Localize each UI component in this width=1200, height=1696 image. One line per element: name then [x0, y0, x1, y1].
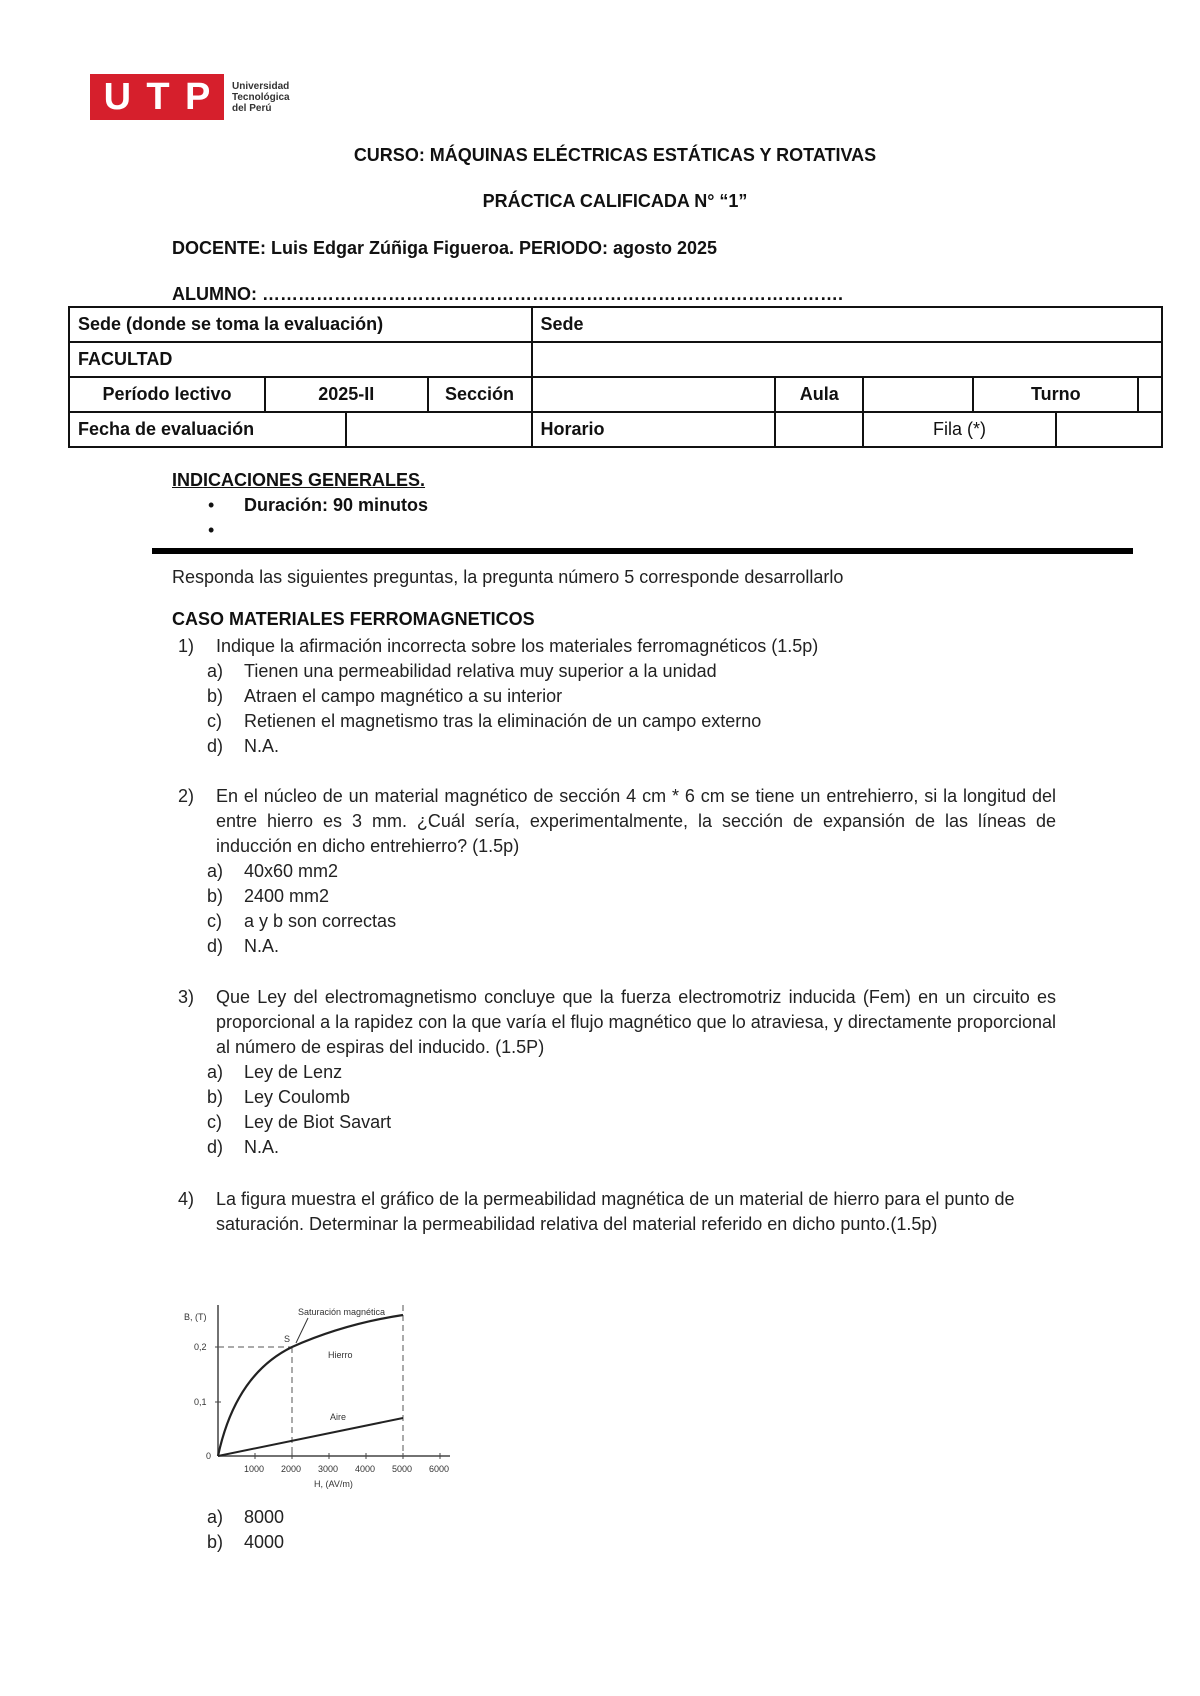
option-text[interactable]: Ley Coulomb	[244, 1087, 351, 1107]
facultad-label: FACULTAD	[69, 342, 532, 377]
y-tick-label: 0,1	[194, 1397, 207, 1407]
option-text[interactable]: N.A.	[244, 1137, 280, 1157]
periodo-label: Período lectivo	[69, 377, 265, 412]
question-number: 4)	[178, 1189, 195, 1209]
horario-label: Horario	[532, 412, 776, 447]
option-text[interactable]: 4000	[244, 1532, 285, 1552]
x-tick-label: 2000	[281, 1464, 302, 1474]
question-text: La figura muestra el gráfico de la permeabilidad magnética de un material de hierro para el punto de saturación. Determinar la permeabilidad relativa del material referido en dicho punto.(1.5p)	[216, 1189, 1015, 1234]
seccion-label: Sección	[428, 377, 532, 412]
option-text[interactable]: Ley de Lenz	[244, 1062, 343, 1082]
logo-text-line: Universidad	[232, 80, 290, 92]
bullet-icon: •	[208, 520, 215, 540]
option-letter: d)	[207, 936, 224, 956]
fila-value[interactable]	[1056, 412, 1162, 447]
indications-heading: INDICACIONES GENERALES.	[172, 470, 426, 490]
logo-mark	[90, 74, 224, 120]
question-3	[0, 985, 1200, 1160]
facultad-value[interactable]	[532, 342, 1163, 377]
annotation-label: Saturación magnética	[298, 1307, 386, 1317]
section-divider	[152, 548, 1133, 554]
question-number: 2)	[178, 786, 195, 806]
question-number: 1)	[178, 636, 195, 656]
logo-text-line: del Perú	[232, 102, 272, 114]
x-tick-label: 1000	[244, 1464, 265, 1474]
logo-text	[232, 81, 290, 114]
y-tick-label: 0,2	[194, 1342, 207, 1352]
turno-label: Turno	[973, 377, 1138, 412]
periodo-value: 2025-II	[265, 377, 428, 412]
aula-label: Aula	[775, 377, 863, 412]
aula-value[interactable]	[863, 377, 973, 412]
option-letter: d)	[207, 736, 224, 756]
option-letter: a)	[207, 1507, 224, 1527]
iron-curve	[218, 1315, 403, 1456]
option-text[interactable]: N.A.	[244, 936, 280, 956]
option-letter: c)	[207, 911, 222, 931]
option-letter: c)	[207, 711, 222, 731]
sede-value: Sede	[532, 307, 1163, 342]
option-letter: a)	[207, 861, 224, 881]
option-letter: b)	[207, 1532, 224, 1552]
fecha-value[interactable]	[346, 412, 531, 447]
fila-label: Fila (*)	[863, 412, 1056, 447]
option-text[interactable]: a y b son correctas	[244, 911, 397, 931]
option-text[interactable]: N.A.	[244, 736, 280, 756]
option-letter: a)	[207, 1062, 224, 1082]
exam-info-table	[68, 306, 1163, 448]
annotation-arrow	[296, 1318, 308, 1343]
question-text: Que Ley del electromagnetismo concluye que la fuerza electromotriz inducida (Fem) en un circuito es proporcional a la rapidez con la que varía el flujo magnético que lo atraviesa, y directamente proporcional al número de espiras del inducido. (1.5P)	[216, 987, 1056, 1057]
air-label: Aire	[330, 1412, 347, 1422]
teacher-line: DOCENTE: Luis Edgar Zúñiga Figueroa. PERIODO: agosto 2025	[172, 238, 718, 258]
course-title: CURSO: MÁQUINAS ELÉCTRICAS ESTÁTICAS Y ROTATIVAS	[353, 145, 877, 165]
sede-label: Sede (donde se toma la evaluación)	[69, 307, 532, 342]
logo-letter-u: U	[103, 76, 132, 118]
option-letter: b)	[207, 1087, 224, 1107]
student-line: ALUMNO: …………………………………………………………………………………….	[172, 284, 843, 304]
option-text[interactable]: Atraen el campo magnético a su interior	[244, 686, 563, 706]
question-1	[0, 634, 1200, 754]
x-tick-label: 4000	[355, 1464, 376, 1474]
option-letter: a)	[207, 661, 224, 681]
option-text[interactable]: 8000	[244, 1507, 285, 1527]
question-2	[0, 784, 1200, 959]
fecha-label: Fecha de evaluación	[69, 412, 346, 447]
practice-title: PRÁCTICA CALIFICADA N° “1”	[482, 191, 748, 211]
question-text: Indique la afirmación incorrecta sobre los materiales ferromagnéticos (1.5p)	[216, 636, 819, 656]
x-axis-label: H, (AV/m)	[314, 1479, 353, 1489]
iron-label: Hierro	[328, 1350, 353, 1360]
option-letter: b)	[207, 886, 224, 906]
question-text: En el núcleo de un material magnético de sección 4 cm * 6 cm se tiene un entrehierro, si la longitud del entre hierro es 3 mm. ¿Cuál sería, experimentalmente, la sección de expansión de las líneas de inducción en dicho entrehierro? (1.5p)	[216, 786, 1056, 856]
option-text[interactable]: Tienen una permeabilidad relativa muy superior a la unidad	[244, 661, 717, 681]
permeability-figure	[180, 1290, 470, 1500]
question-number: 3)	[178, 987, 195, 1007]
x-tick-label: 5000	[392, 1464, 413, 1474]
option-text[interactable]: 40x60 mm2	[244, 861, 339, 881]
point-label: S	[284, 1334, 291, 1344]
option-letter: c)	[207, 1112, 222, 1132]
option-letter: d)	[207, 1137, 224, 1157]
bullet-icon: •	[208, 495, 215, 515]
turno-value[interactable]	[1138, 377, 1162, 412]
y-axis-label: B, (T)	[184, 1312, 207, 1322]
x-tick-label: 3000	[318, 1464, 339, 1474]
option-text[interactable]: Ley de Biot Savart	[244, 1112, 392, 1132]
logo-text-line: Tecnológica	[232, 91, 290, 103]
case-title: CASO MATERIALES FERROMAGNETICOS	[172, 609, 535, 629]
logo-letter-t: T	[146, 76, 170, 118]
x-tick-label: 6000	[429, 1464, 450, 1474]
question-4-options	[0, 1505, 1200, 1555]
option-text[interactable]: 2400 mm2	[244, 886, 330, 906]
utp-logo	[90, 74, 290, 120]
option-text[interactable]: Retienen el magnetismo tras la eliminación de un campo externo	[244, 711, 762, 731]
question-4	[0, 1187, 1200, 1267]
air-line	[218, 1418, 403, 1456]
indication-item: Duración: 90 minutos	[244, 495, 429, 515]
logo-letter-p: P	[184, 76, 211, 118]
option-letter: b)	[207, 686, 224, 706]
seccion-value[interactable]	[532, 377, 776, 412]
y-tick-label: 0	[206, 1451, 212, 1461]
instructions-text: Responda las siguientes preguntas, la pregunta número 5 corresponde desarrollarlo	[172, 567, 844, 587]
horario-value[interactable]	[775, 412, 863, 447]
